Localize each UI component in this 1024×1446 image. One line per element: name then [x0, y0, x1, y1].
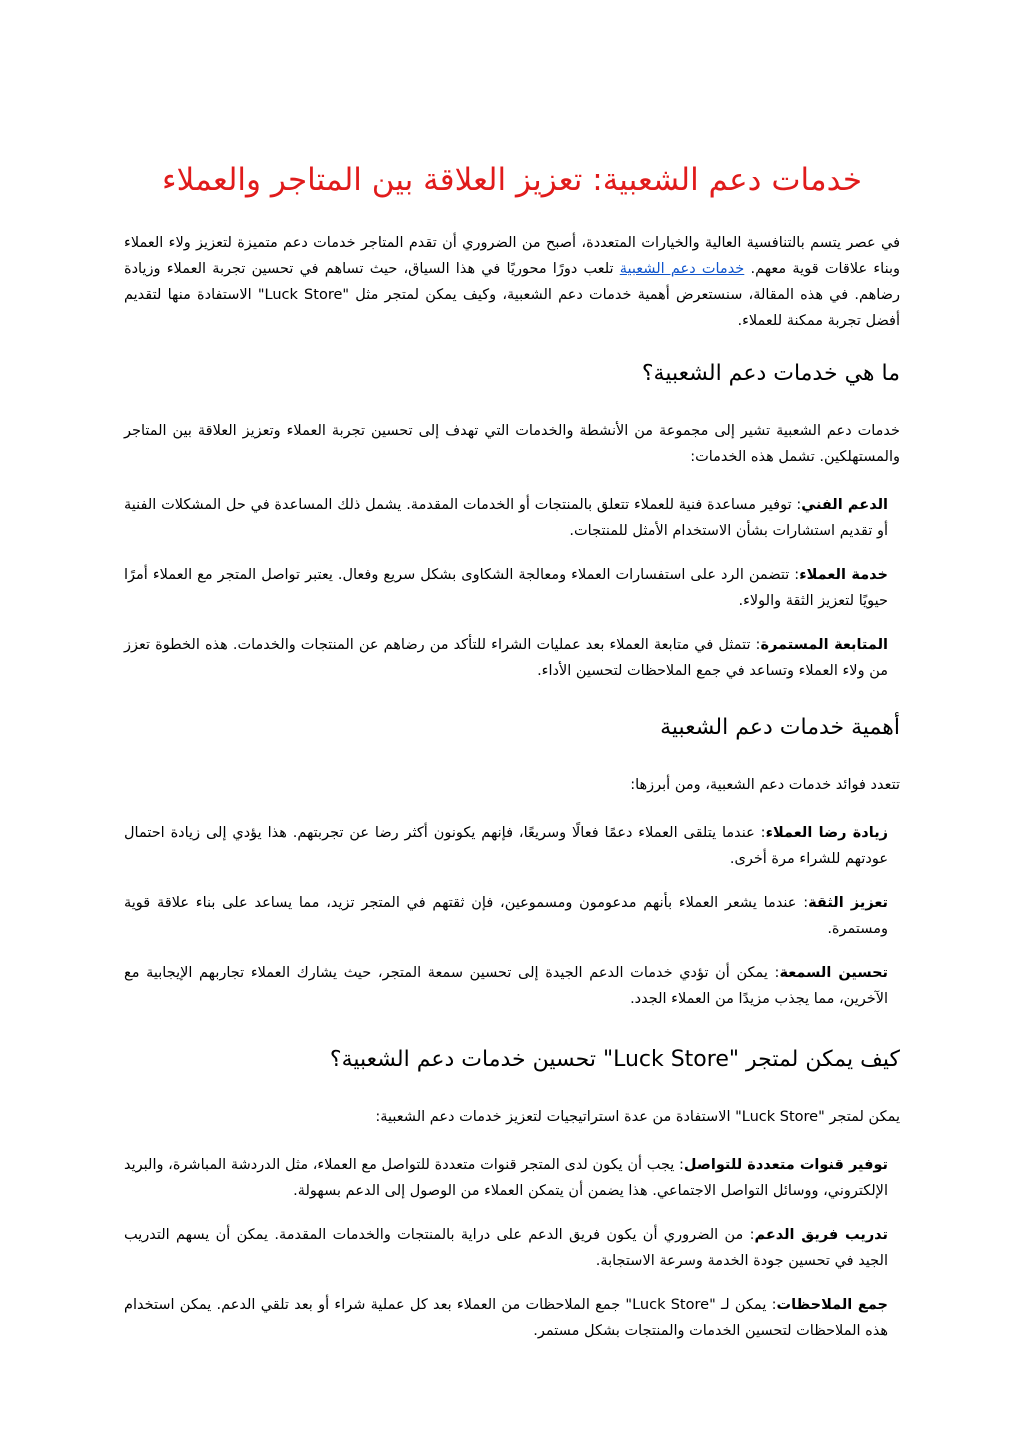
intro-text-part1: في عصر يتسم بالتنافسية العالية والخيارات المتعددة، أصبح من الضروري أن تقدم المتاجر خدمات دعم متميزة لتعزيز ولاء العملاء وبناء علاقات قوية معهم.: [124, 235, 901, 277]
list-item: [124, 492, 900, 544]
list-item-text: : يمكن لـ "Luck Store" جمع الملاحظات من العملاء بعد كل عملية شراء أو بعد تلقي الدعم. يمكن استخدام هذه الملاحظات لتحسين الخدمات والمنتجات بشكل مستمر.: [124, 1297, 888, 1339]
list-item-term: تعزيز الثقة: [808, 895, 888, 911]
list-item: [124, 1292, 900, 1344]
section-heading-importance: أهمية خدمات دعم الشعبية: [660, 715, 900, 740]
list-item-term: تدريب فريق الدعم: [754, 1227, 888, 1243]
list-item-text: : يمكن أن تؤدي خدمات الدعم الجيدة إلى تحسين سمعة المتجر، حيث يشارك العملاء تجاربهم الإيجابية مع الآخرين، مما يجذب مزيدًا من العملاء الجدد.: [124, 965, 888, 1007]
list-item-text: : يجب أن يكون لدى المتجر قنوات متعددة للتواصل مع العملاء، مثل الدردشة المباشرة، والبريد الإلكتروني، ووسائل التواصل الاجتماعي. هذا يضمن أن يتمكن العملاء من الوصول إلى الدعم بسهولة.: [124, 1157, 888, 1199]
section-how-intro: يمكن لمتجر "Luck Store" الاستفادة من عدة استراتيجيات لتعزيز خدمات دعم الشعبية:: [375, 1109, 900, 1125]
list-item: [124, 632, 900, 684]
popular-support-link[interactable]: خدمات دعم الشعبية: [619, 261, 745, 277]
section-what-list: [124, 492, 900, 684]
section-how-list: [124, 1152, 900, 1344]
intro-text-part2: تلعب دورًا محوريًا في هذا السياق، حيث تساهم في تحسين تجربة العملاء وزيادة رضاهم. في هذه المقالة، سنستعرض أهمية خدمات دعم الشعبية، وكيف يمكن لمتجر مثل "Luck Store" الاستفادة منها لتقديم أفضل تجربة ممكنة للعملاء.: [124, 261, 901, 329]
list-item-term: توفير قنوات متعددة للتواصل: [683, 1157, 888, 1173]
section-heading-what: ما هي خدمات دعم الشعبية؟: [641, 361, 900, 386]
list-item-text: : من الضروري أن يكون فريق الدعم على دراية بالمنتجات والخدمات المقدمة. يمكن أن يسهم التدريب الجيد في تحسين جودة الخدمة وسرعة الاستجابة.: [124, 1227, 888, 1269]
list-item-term: الدعم الفني: [801, 497, 888, 513]
list-item: [124, 1222, 900, 1274]
section-heading-how: كيف يمكن لمتجر "Luck Store" تحسين خدمات دعم الشعبية؟: [329, 1047, 900, 1072]
intro-paragraph: [124, 230, 900, 334]
list-item-text: : عندما يشعر العملاء بأنهم مدعومون ومسموعين، فإن ثقتهم في المتجر تزيد، مما يساعد على بناء علاقة قوية ومستمرة.: [124, 895, 888, 937]
section-importance-intro: تتعدد فوائد خدمات دعم الشعبية، ومن أبرزها:: [630, 777, 900, 793]
list-item-term: خدمة العملاء: [799, 567, 888, 583]
list-item-term: تحسين السمعة: [779, 965, 888, 981]
list-item-term: جمع الملاحظات: [776, 1297, 888, 1313]
section-importance-list: [124, 820, 900, 1012]
list-item: [124, 960, 900, 1012]
page-title: خدمات دعم الشعبية: تعزيز العلاقة بين المتاجر والعملاء: [162, 162, 862, 198]
list-item: [124, 820, 900, 872]
section-what-intro: خدمات دعم الشعبية تشير إلى مجموعة من الأنشطة والخدمات التي تهدف إلى تحسين تجربة العملاء وتعزيز العلاقة بين المتاجر والمستهلكين. تشمل هذه الخدمات:: [124, 423, 900, 465]
list-item-term: المتابعة المستمرة: [760, 637, 888, 653]
list-item-text: : تتمثل في متابعة العملاء بعد عمليات الشراء للتأكد من رضاهم عن المنتجات والخدمات. هذه الخطوة تعزز من ولاء العملاء وتساعد في جمع الملاحظات لتحسين الأداء.: [124, 637, 888, 679]
list-item: [124, 890, 900, 942]
list-item: [124, 1152, 900, 1204]
list-item: [124, 562, 900, 614]
list-item-term: زيادة رضا العملاء: [765, 825, 888, 841]
list-item-text: : توفير مساعدة فنية للعملاء تتعلق بالمنتجات أو الخدمات المقدمة. يشمل ذلك المساعدة في حل المشكلات الفنية أو تقديم استشارات بشأن الاستخدام الأمثل للمنتجات.: [124, 497, 888, 539]
list-item-text: : تتضمن الرد على استفسارات العملاء ومعالجة الشكاوى بشكل سريع وفعال. يعتبر تواصل المتجر مع العملاء أمرًا حيويًا لتعزيز الثقة والولاء.: [124, 567, 888, 609]
list-item-text: : عندما يتلقى العملاء دعمًا فعالًا وسريعًا، فإنهم يكونون أكثر رضا عن تجربتهم. هذا يؤدي إلى زيادة احتمال عودتهم للشراء مرة أخرى.: [124, 825, 888, 867]
